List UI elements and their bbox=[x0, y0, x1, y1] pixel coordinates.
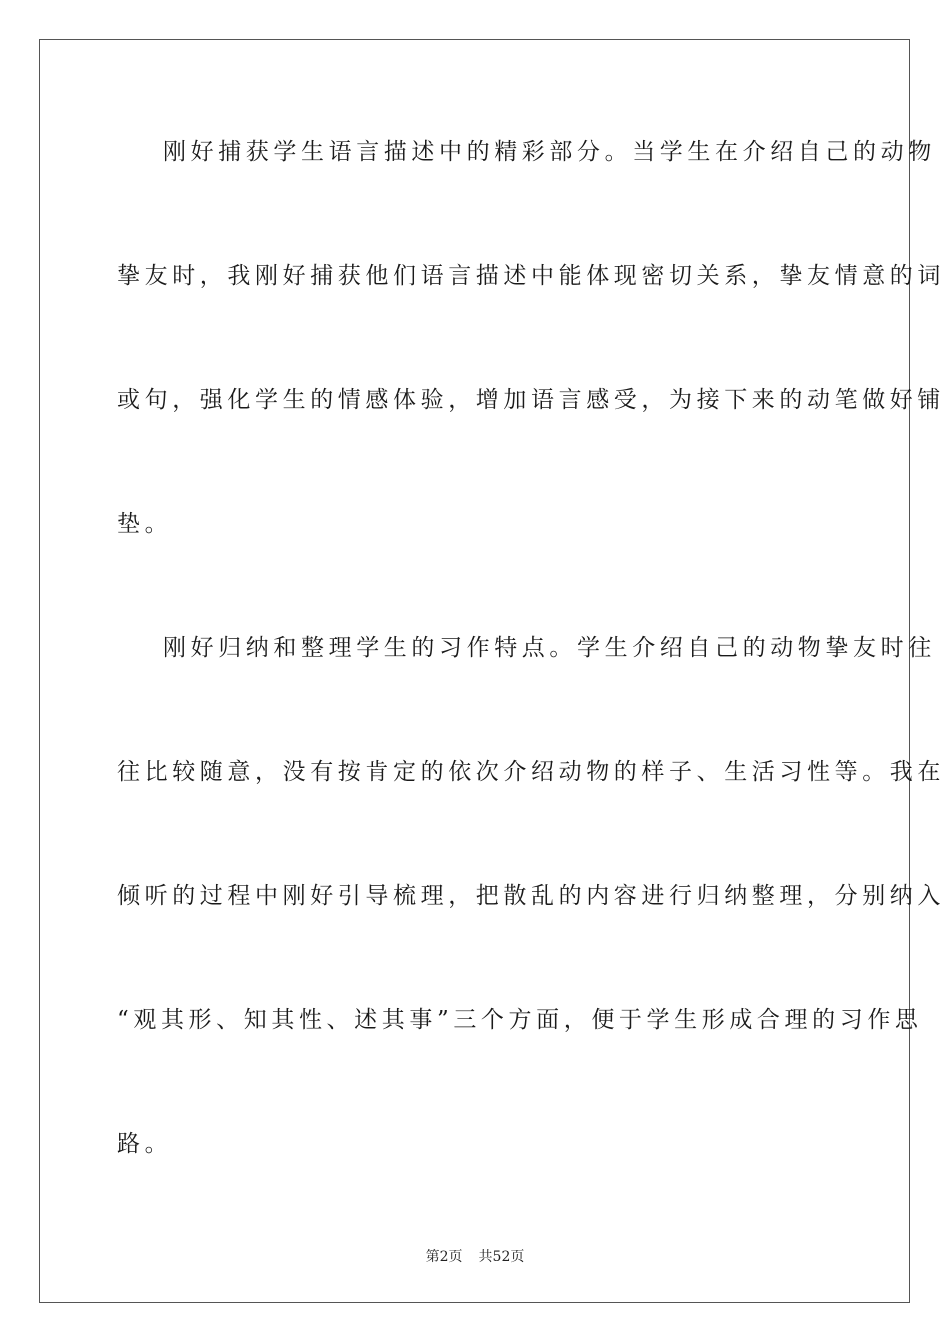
paragraph-2-line-2: 往比较随意，没有按肯定的依次介绍动物的样子、生活习性等。我在 bbox=[117, 759, 945, 785]
paragraph-2-line-4: “观其形、知其性、述其事”三个方面，便于学生形成合理的习作思 bbox=[117, 1007, 923, 1033]
page-footer bbox=[0, 1248, 950, 1266]
page-frame bbox=[39, 39, 945, 1303]
page-number: 第2页 bbox=[425, 1249, 463, 1265]
paragraph-1-line-2: 挚友时，我刚好捕获他们语言描述中能体现密切关系，挚友情意的词 bbox=[117, 263, 945, 289]
paragraph-1-line-4: 垫。 bbox=[117, 511, 173, 537]
paragraph-2-line-1: 刚好归纳和整理学生的习作特点。学生介绍自己的动物挚友时往 bbox=[163, 635, 936, 661]
paragraph-1-line-1: 刚好捕获学生语言描述中的精彩部分。当学生在介绍自己的动物 bbox=[163, 139, 936, 165]
paragraph-2-line-3: 倾听的过程中刚好引导梳理，把散乱的内容进行归纳整理，分别纳入 bbox=[117, 883, 945, 909]
paragraph-2-line-5: 路。 bbox=[117, 1131, 173, 1157]
total-pages: 共52页 bbox=[478, 1249, 525, 1265]
paragraph-1-line-3: 或句，强化学生的情感体验，增加语言感受，为接下来的动笔做好铺 bbox=[117, 387, 945, 413]
